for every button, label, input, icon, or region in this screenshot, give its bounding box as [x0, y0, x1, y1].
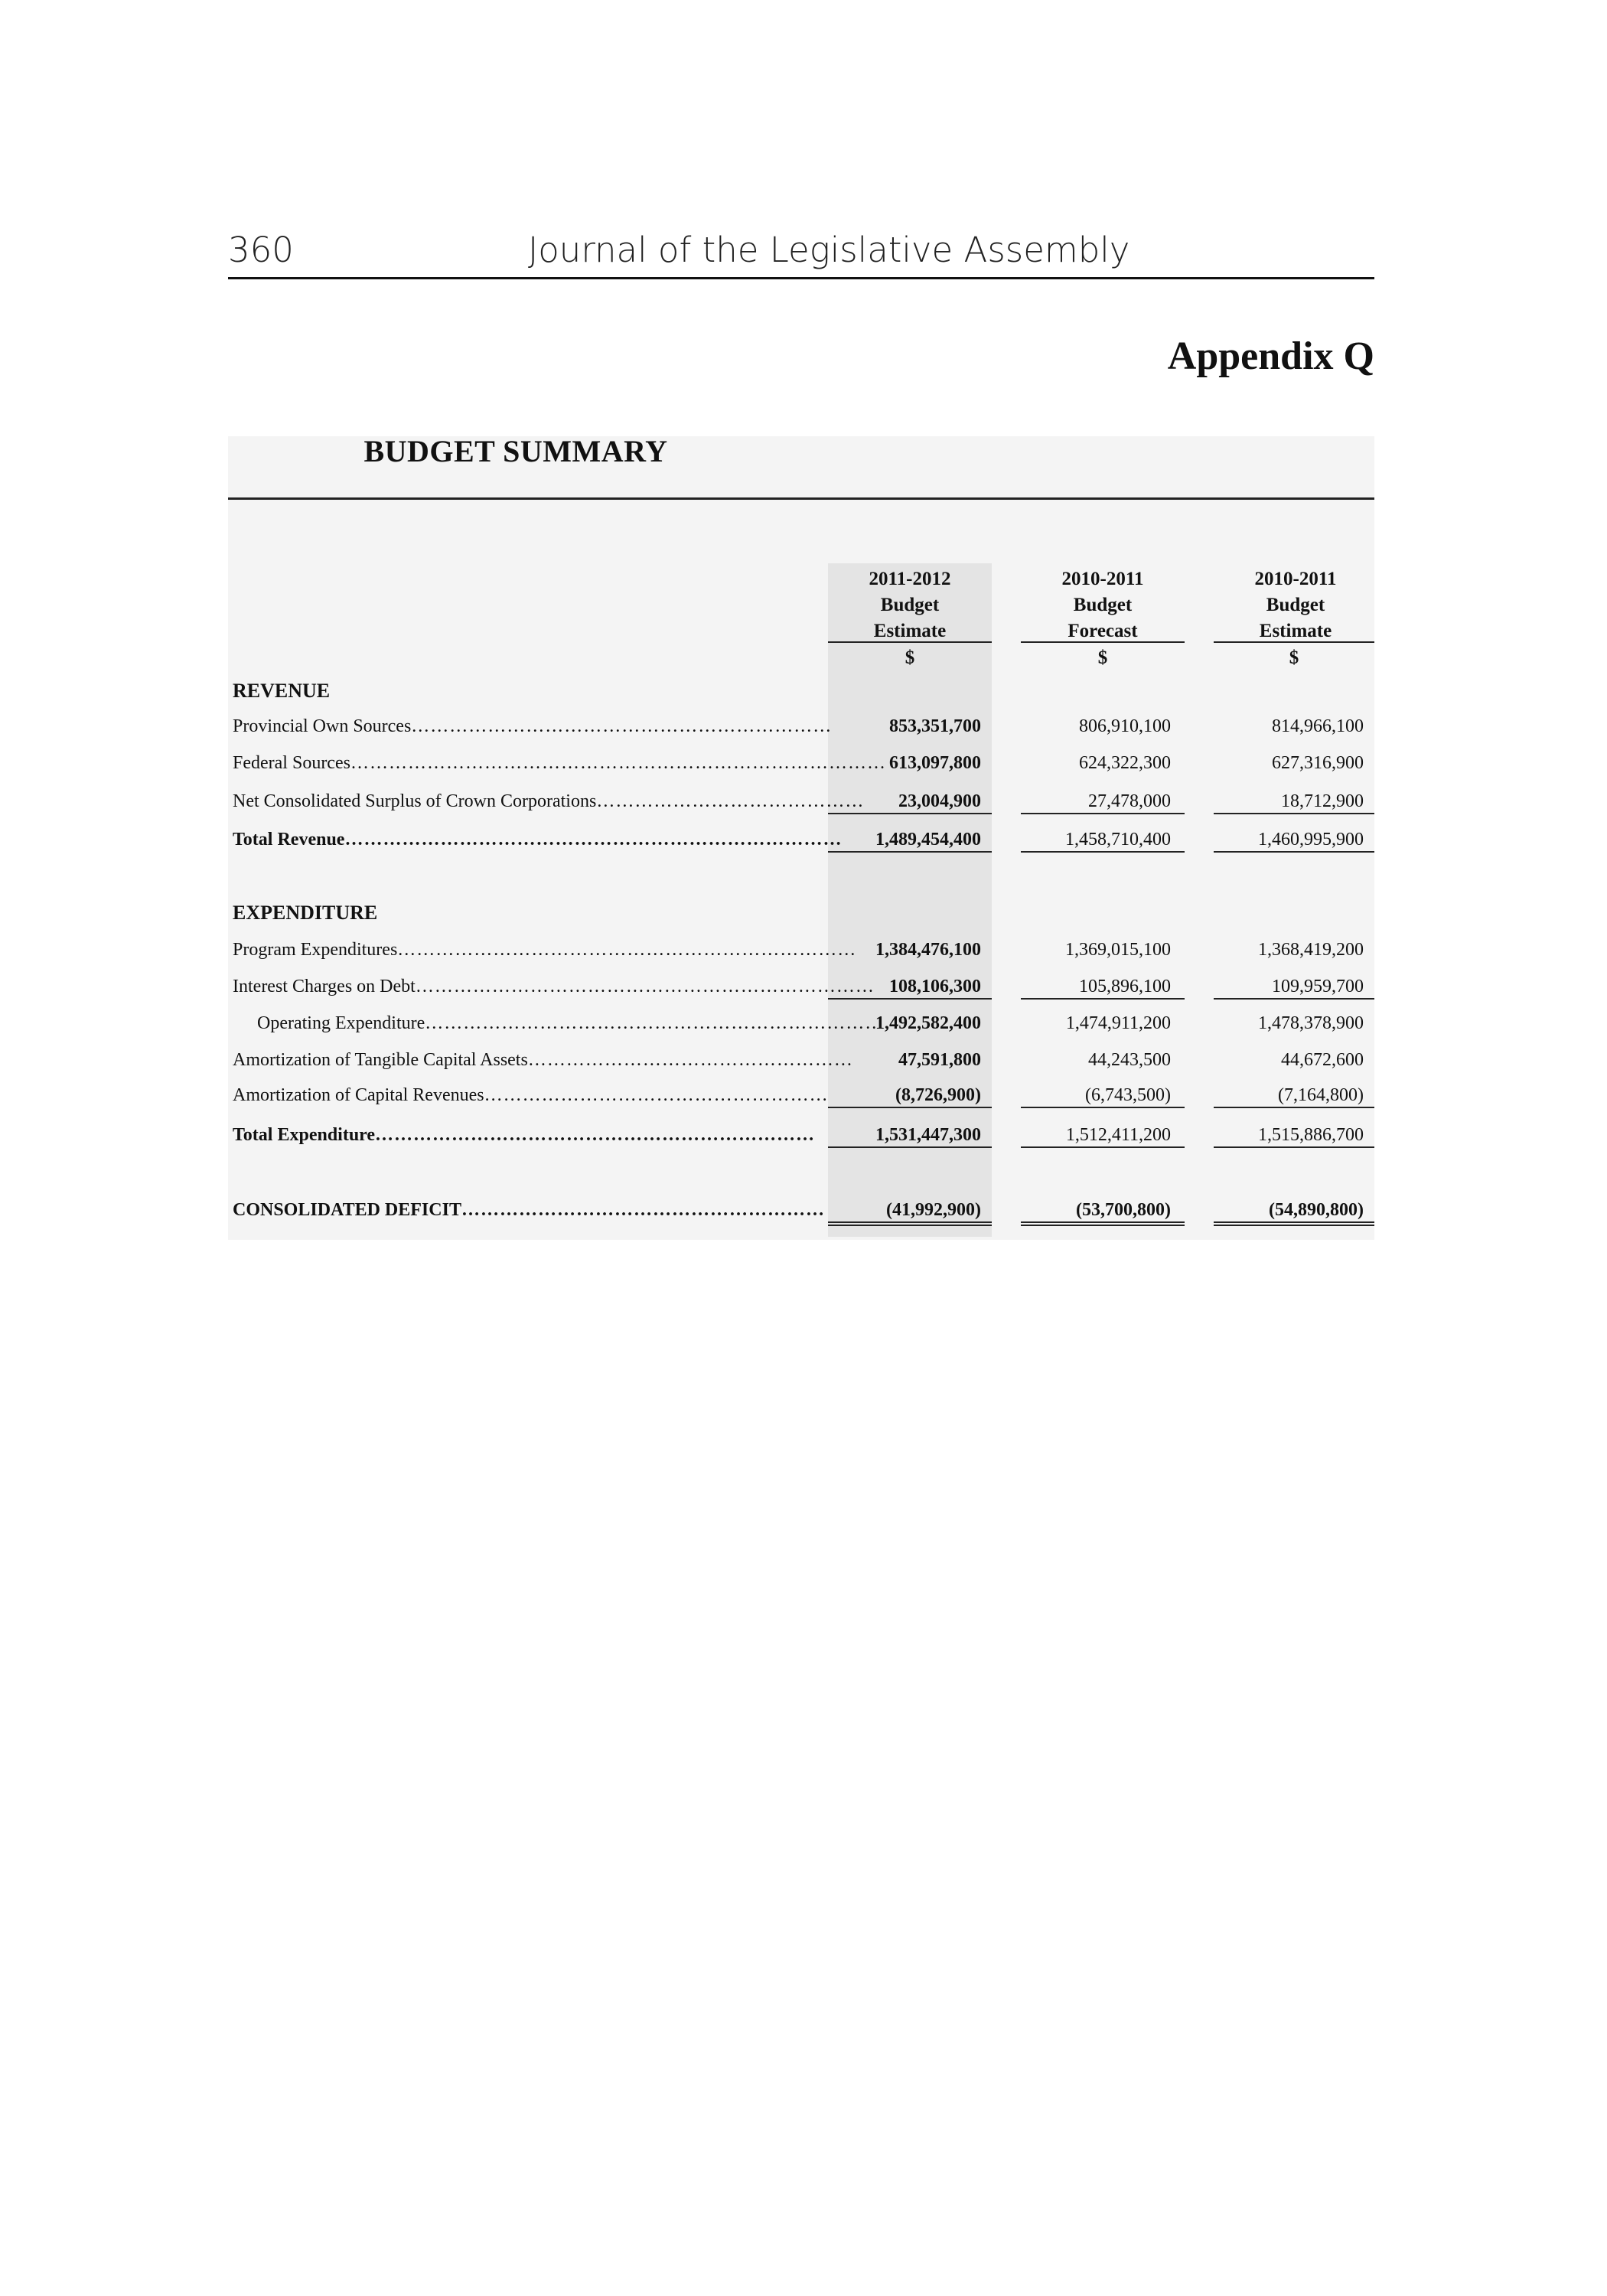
value-amortization-tca-2011-estimate: 47,591,800: [898, 1050, 981, 1070]
value-program-expenditures-2011-estimate: 1,384,476,100: [875, 940, 981, 960]
column-header-3: [1214, 566, 1377, 644]
value-net-surplus-2011-estimate: 23,004,900: [828, 790, 992, 814]
value-interest-charges-2011-estimate: 108,106,300: [828, 975, 992, 1000]
value-total-expenditure-2010-estimate: 1,515,886,700: [1214, 1124, 1374, 1148]
row-label-consolidated-deficit: CONSOLIDATED DEFICIT…………………………………………………: [233, 1200, 825, 1220]
title-divider: [228, 497, 1374, 500]
expenditure-heading: EXPENDITURE: [233, 902, 378, 924]
column-header-1-type: Budget: [880, 595, 940, 615]
column-header-2-rule: [1021, 641, 1185, 643]
value-amortization-capital-revenues-2010-forecast: (6,743,500): [1021, 1084, 1185, 1108]
value-program-expenditures-2010-estimate: 1,368,419,200: [1258, 940, 1364, 960]
value-consolidated-deficit-2011-estimate: (41,992,900): [828, 1199, 992, 1226]
value-net-surplus-2010-forecast: 27,478,000: [1021, 790, 1185, 814]
column-header-2: [1021, 566, 1185, 644]
column-1-unit: $: [905, 647, 915, 668]
row-label-interest-charges-on-debt: Interest Charges on Debt………………………………………………………………: [233, 977, 875, 996]
value-provincial-own-sources-2010-estimate: 814,966,100: [1272, 716, 1364, 736]
revenue-heading: REVENUE: [233, 680, 331, 702]
column-header-2-year: 2010-2011: [1061, 569, 1144, 589]
table-title: BUDGET SUMMARY: [363, 434, 668, 468]
column-header-1: [828, 566, 992, 644]
column-header-1-kind: Estimate: [873, 621, 947, 641]
value-total-expenditure-2010-forecast: 1,512,411,200: [1021, 1124, 1185, 1148]
row-label-federal-sources: Federal Sources…………………………………………………………………………: [233, 753, 886, 773]
value-amortization-tca-2010-forecast: 44,243,500: [1088, 1050, 1171, 1070]
value-amortization-tca-2010-estimate: 44,672,600: [1281, 1050, 1364, 1070]
column-header-3-kind: Estimate: [1259, 621, 1332, 641]
row-label-amortization-capital-revenues: Amortization of Capital Revenues………………………………………………: [233, 1085, 829, 1105]
page-header: [228, 230, 1374, 279]
column-header-2-type: Budget: [1073, 595, 1133, 615]
value-amortization-capital-revenues-2011-estimate: (8,726,900): [828, 1084, 992, 1108]
value-program-expenditures-2010-forecast: 1,369,015,100: [1065, 940, 1171, 960]
page-number: 360: [228, 230, 294, 270]
row-label-amortization-tangible-capital-assets: Amortization of Tangible Capital Assets……………………………………………: [233, 1050, 853, 1070]
value-net-surplus-2010-estimate: 18,712,900: [1214, 790, 1374, 814]
row-label-operating-expenditure: Operating Expenditure………………………………………………………………: [257, 1013, 885, 1033]
appendix-label: Appendix Q: [1167, 334, 1374, 378]
column-header-3-rule: [1214, 641, 1374, 643]
column-header-1-rule: [828, 641, 992, 643]
row-label-provincial-own-sources: Provincial Own Sources…………………………………………………………: [233, 716, 833, 736]
value-interest-charges-2010-forecast: 105,896,100: [1021, 975, 1185, 1000]
column-header-2-kind: Forecast: [1068, 621, 1138, 641]
column-3-unit: $: [1289, 647, 1299, 668]
column-2-unit: $: [1097, 647, 1108, 668]
value-federal-sources-2011-estimate: 613,097,800: [889, 753, 981, 773]
value-consolidated-deficit-2010-estimate: (54,890,800): [1214, 1199, 1374, 1226]
row-label-total-expenditure: Total Expenditure……………………………………………………………: [233, 1125, 816, 1145]
value-consolidated-deficit-2010-forecast: (53,700,800): [1021, 1199, 1185, 1226]
value-total-revenue-2010-forecast: 1,458,710,400: [1021, 828, 1185, 853]
column-header-3-year: 2010-2011: [1254, 569, 1337, 589]
value-provincial-own-sources-2011-estimate: 853,351,700: [889, 716, 981, 736]
value-total-expenditure-2011-estimate: 1,531,447,300: [828, 1124, 992, 1148]
value-interest-charges-2010-estimate: 109,959,700: [1214, 975, 1374, 1000]
value-total-revenue-2011-estimate: 1,489,454,400: [828, 828, 992, 853]
row-label-net-consolidated-surplus: Net Consolidated Surplus of Crown Corporations……………………………………: [233, 791, 865, 811]
column-header-3-type: Budget: [1266, 595, 1325, 615]
value-operating-expenditure-2010-forecast: 1,474,911,200: [1065, 1013, 1171, 1033]
value-provincial-own-sources-2010-forecast: 806,910,100: [1079, 716, 1171, 736]
value-federal-sources-2010-forecast: 624,322,300: [1079, 753, 1171, 773]
value-amortization-capital-revenues-2010-estimate: (7,164,800): [1214, 1084, 1374, 1108]
row-label-total-revenue: Total Revenue……………………………………………………………………: [233, 830, 843, 850]
running-title: Journal of the Legislative Assembly: [528, 230, 1130, 270]
value-operating-expenditure-2010-estimate: 1,478,378,900: [1258, 1013, 1364, 1033]
column-header-1-year: 2011-2012: [869, 569, 951, 589]
row-label-program-expenditures: Program Expenditures………………………………………………………………: [233, 940, 857, 960]
value-operating-expenditure-2011-estimate: 1,492,582,400: [875, 1013, 981, 1033]
value-total-revenue-2010-estimate: 1,460,995,900: [1214, 828, 1374, 853]
value-federal-sources-2010-estimate: 627,316,900: [1272, 753, 1364, 773]
